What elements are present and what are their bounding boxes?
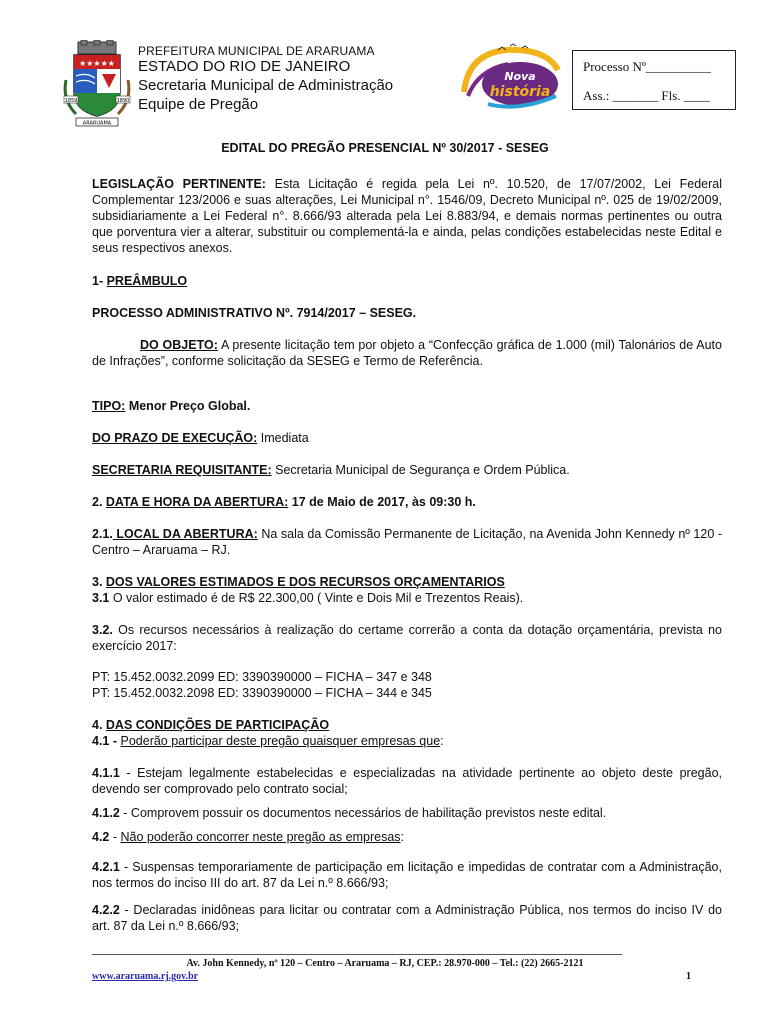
process-box — [572, 50, 736, 110]
section-2-1-text: Na sala da Comissão Permanente de Licitação, na Avenida John Kennedy nº 120 - Centro – Araruama – RJ. — [92, 527, 722, 557]
section-4-2-1-paragraph — [92, 859, 722, 891]
section-2-number: 2. — [92, 495, 106, 509]
section-1-title: PREÂMBULO — [106, 274, 188, 288]
section-2-1-paragraph — [92, 526, 722, 558]
prazo-label: DO PRAZO DE EXECUÇÃO: — [92, 431, 258, 445]
section-2-value: 17 de Maio de 2017, às 09:30 h. — [288, 495, 476, 509]
section-4-heading — [92, 717, 722, 733]
section-4-2-2-text: - Declaradas inidôneas para licitar ou contratar com a Administração Pública, nos termos do inciso IV do art. 87 da Lei n.º 8.666/93; — [92, 903, 722, 933]
section-2-1-title: LOCAL DA ABERTURA: — [112, 527, 258, 541]
footer-address: Av. John Kennedy, nº 120 – Centro – Araruama – RJ, CEP.: 28.970-000 – Tel.: (22) 2665-2121 — [186, 958, 584, 969]
section-4-2-number: 4.2 — [92, 830, 110, 844]
crest-label: ARARUAMA — [82, 120, 112, 127]
coat-of-arms-icon — [62, 40, 132, 128]
svg-text:Nova: Nova — [504, 70, 536, 83]
secretaria-label: SECRETARIA REQUISITANTE: — [92, 463, 272, 477]
section-4-1-2-line — [92, 805, 722, 821]
section-4-number: 4. — [92, 718, 106, 732]
secretaria-value: Secretaria Municipal de Segurança e Ordem Pública. — [271, 463, 570, 477]
objeto-label: DO OBJETO: — [140, 338, 218, 352]
process-number-field: Processo Nº__________ — [583, 59, 711, 74]
prazo-line — [92, 430, 722, 446]
section-3-heading — [92, 574, 722, 590]
section-3-2-text: Os recursos necessários à realização do certame correrão a conta da dotação orçamentária, prevista no exercício 2017: — [92, 623, 722, 653]
section-1-heading — [92, 273, 722, 289]
process-admin-text: PROCESSO ADMINISTRATIVO Nº. 7914/2017 – SESEG. — [92, 306, 417, 320]
legislation-label: LEGISLAÇÃO PERTINENTE: — [92, 177, 266, 191]
section-3-1-text: O valor estimado é de R$ 22.300,00 ( Vinte e Dois Mil e Trezentos Reais). — [109, 591, 524, 605]
section-4-1-2-text: - Comprovem possuir os documentos necessários de habilitação previstos neste edital. — [119, 806, 607, 820]
section-4-1-number: 4.1 - — [92, 734, 121, 748]
section-4-1-colon: : — [440, 734, 444, 748]
section-4-1-1-paragraph — [92, 765, 722, 797]
letterhead — [138, 44, 393, 114]
prazo-value: Imediata — [257, 431, 309, 445]
section-4-2-2-number: 4.2.2 — [92, 903, 120, 917]
section-2-1-number: 2.1. — [92, 527, 113, 541]
signature-field: Ass.: _______ Fls. ____ — [583, 88, 710, 103]
budget-line-2: PT: 15.452.0032.2098 ED: 3390390000 – FICHA – 344 e 345 — [92, 686, 432, 700]
section-4-1-1-number: 4.1.1 — [92, 766, 120, 780]
secretaria-name: Secretaria Municipal de Administração — [138, 77, 394, 94]
section-4-1-1-text: - Estejam legalmente estabelecidas e especializadas na atividade pertinente ao objeto deste pregão, devendo ser comprovado pelo contrato social; — [92, 766, 722, 796]
section-2-title: DATA E HORA DA ABERTURA: — [105, 495, 289, 509]
objeto-text: A presente licitação tem por objeto a “Confecção gráfica de 1.000 (mil) Talonários de Auto de Infrações”, conforme solicitação da SESEG e Termo de Referência. — [92, 338, 722, 368]
page-number: 1 — [686, 971, 691, 982]
section-3-1-line — [92, 590, 722, 606]
tipo-label: TIPO: — [92, 399, 126, 413]
state-name: ESTADO DO RIO DE JANEIRO — [138, 58, 351, 75]
section-4-1-text: Poderão participar deste pregão quaisquer empresas que — [120, 734, 441, 748]
section-3-2-number: 3.2. — [92, 623, 113, 637]
budget-line-1: PT: 15.452.0032.2099 ED: 3390390000 – FICHA – 347 e 348 — [92, 670, 432, 684]
secretaria-line — [92, 462, 722, 478]
svg-text:1890: 1890 — [116, 98, 130, 104]
section-1-number: 1- — [92, 274, 107, 288]
section-4-2-1-text: - Suspensas temporariamente de participação em licitação e impedidas de contratar com a Administração, nos termos do inciso III do art. 87 da Lei n.º 8.666/93; — [92, 860, 722, 890]
section-3-number: 3. — [92, 575, 106, 589]
prefeitura-name: PREFEITURA MUNICIPAL DE ARARUAMA — [138, 44, 375, 58]
section-4-2-2-paragraph — [92, 902, 722, 934]
footer-divider — [92, 954, 622, 955]
section-3-1-number: 3.1 — [92, 591, 110, 605]
section-4-2-dash: - — [109, 830, 121, 844]
section-4-1-line — [92, 733, 722, 749]
section-3-title: DOS VALORES ESTIMADOS E DOS RECURSOS ORÇAMENTARIOS — [105, 575, 505, 589]
legislation-paragraph — [92, 176, 722, 256]
tipo-value: Menor Preço Global. — [125, 399, 251, 413]
section-2-line — [92, 494, 722, 510]
section-4-title: DAS CONDIÇÕES DE PARTICIPAÇÃO — [105, 718, 330, 732]
footer-website-link[interactable]: www.araruama.rj.gov.br — [92, 971, 199, 982]
document-title: EDITAL DO PREGÃO PRESENCIAL Nº 30/2017 - SESEG — [221, 141, 549, 155]
section-4-1-2-number: 4.1.2 — [92, 806, 120, 820]
legislation-text: Esta Licitação é regida pela Lei nº. 10.520, de 17/07/2002, Lei Federal Complementar 123/2006 e suas alterações, Lei Municipal n°. 1546/09, Decreto Municipal nº. 025 de 19/02/2009, subsidiariamente a Lei Federal n°. 8.666/93 alterada pela Lei 8.883/94, e demais normas pertinentes ou outra que porventura vier a alterar, substituir ou complementá-la e ainda, pelas condições estabelecidas neste Edital e seus respectivos anexos. — [92, 177, 722, 255]
section-4-2-colon: : — [400, 830, 405, 844]
objeto-paragraph — [92, 337, 722, 369]
team-name: Equipe de Pregão — [138, 96, 259, 113]
section-4-2-text: Não poderão concorrer neste pregão as empresas — [120, 830, 401, 844]
section-3-2-paragraph — [92, 622, 722, 654]
svg-text:1859: 1859 — [64, 98, 78, 104]
process-administrative — [92, 305, 722, 321]
tipo-line — [92, 398, 722, 414]
nova-historia-logo-icon — [458, 40, 563, 112]
svg-text:★★★★★: ★★★★★ — [79, 59, 115, 68]
section-4-2-1-number: 4.2.1 — [92, 860, 120, 874]
svg-text:história: história — [489, 84, 551, 100]
section-4-2-line — [92, 829, 722, 845]
